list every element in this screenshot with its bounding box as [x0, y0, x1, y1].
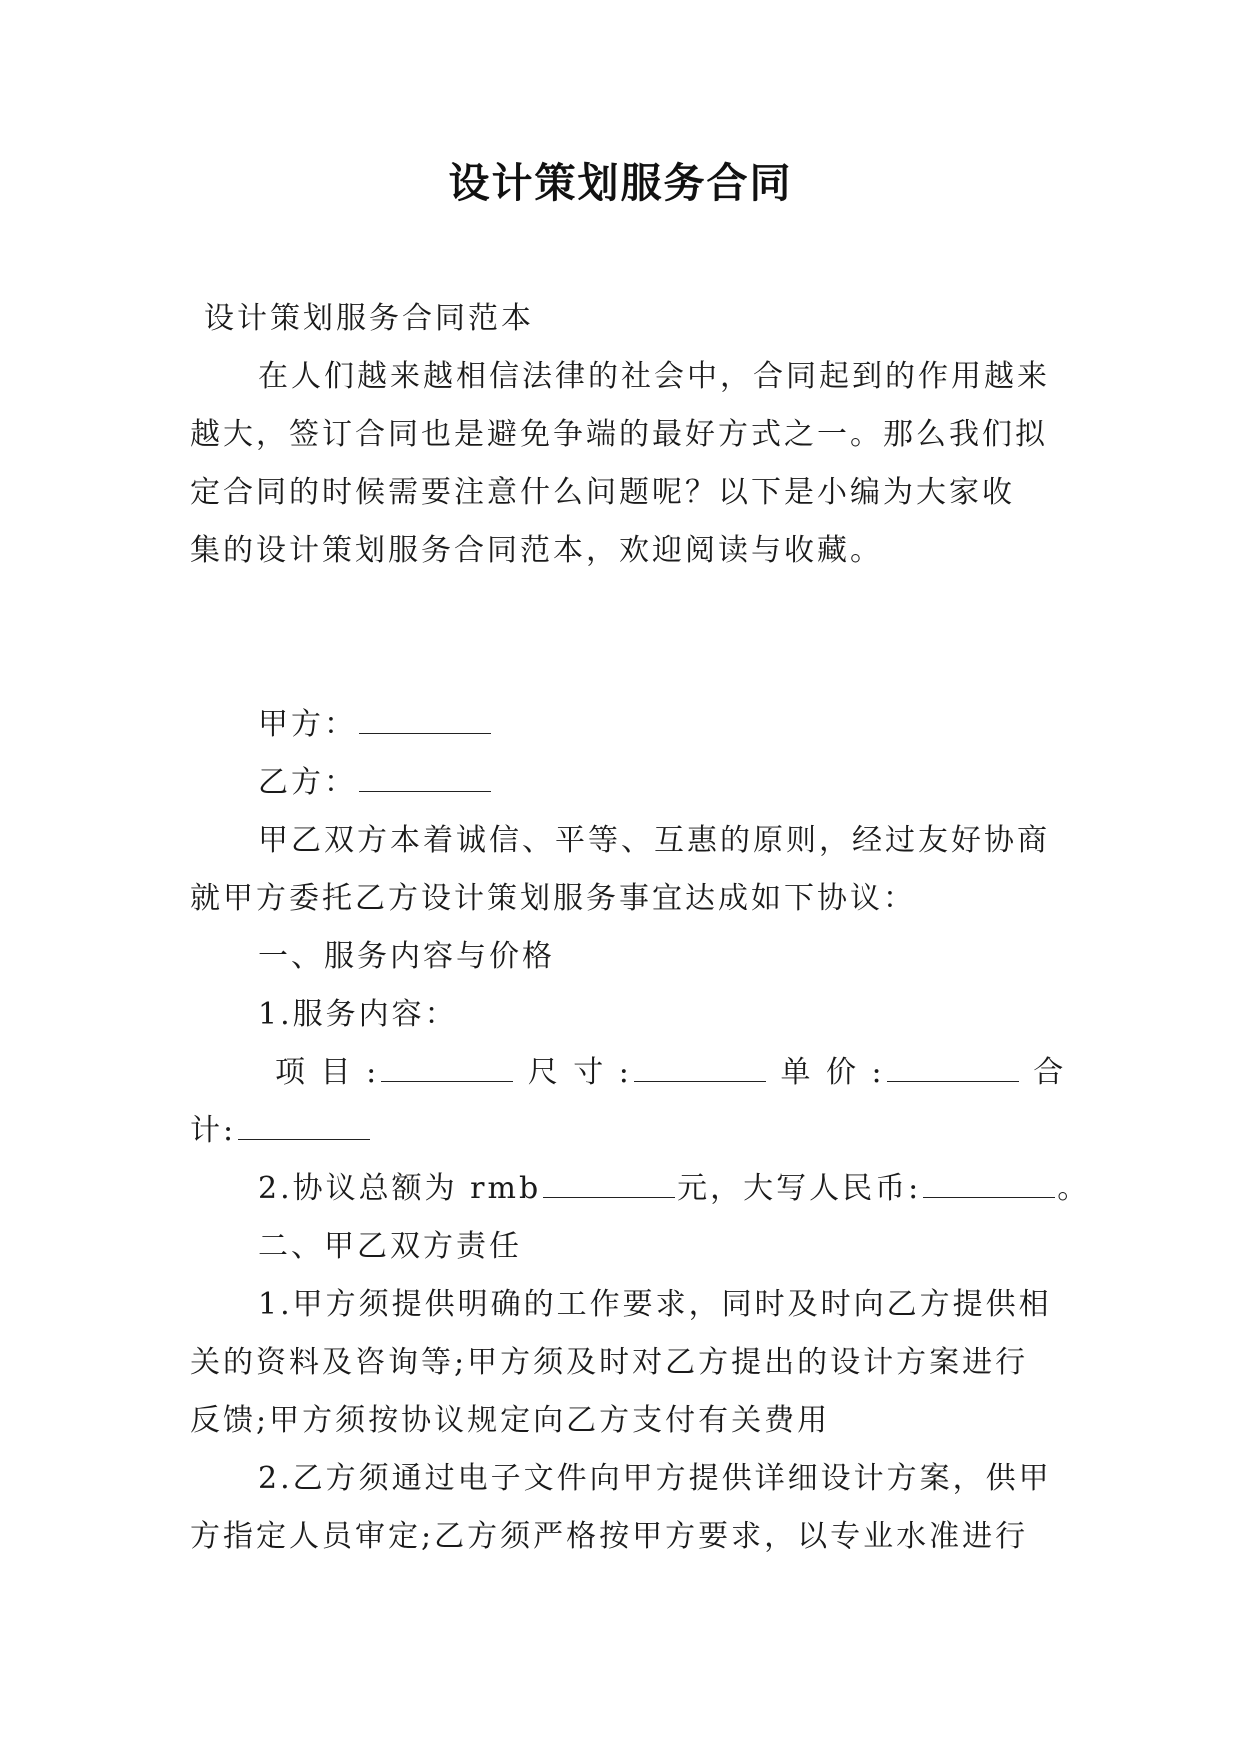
- spacer: [190, 580, 1050, 696]
- intro-line-1: 在人们越来越相信法律的社会中，合同起到的作用越来: [258, 359, 1050, 394]
- total-line: [190, 1102, 1050, 1160]
- total-label-part1: 合: [1033, 1055, 1067, 1090]
- duty1-line-3: 反馈;甲方须按协议规定向乙方支付有关费用: [190, 1403, 831, 1438]
- intro-line-4: 集的设计策划服务合同范本，欢迎阅读与收藏。: [190, 533, 883, 568]
- intro-line-2: 越大，签订合同也是避免争端的最好方式之一。那么我们拟: [190, 417, 1048, 452]
- amount-blank[interactable]: [543, 1173, 675, 1198]
- total-label-part2: 计:: [190, 1113, 237, 1148]
- document-title: 设计策划服务合同: [448, 159, 793, 207]
- party-b-label: 乙方：: [258, 765, 357, 800]
- item-fields-line: [190, 1044, 1067, 1102]
- document-subtitle: 设计策划服务合同范本: [204, 301, 534, 336]
- party-a-label: 甲方：: [258, 707, 357, 742]
- project-label: 项 目 :: [275, 1055, 380, 1090]
- agreement-line-2: 就甲方委托乙方设计策划服务事宜达成如下协议：: [190, 881, 916, 916]
- size-label: 尺 寸 :: [527, 1055, 632, 1090]
- party-b-blank[interactable]: [359, 767, 491, 792]
- item2-line: [190, 1160, 1091, 1218]
- item1-label: 1.服务内容：: [258, 997, 458, 1032]
- duty1-line-1: 1.甲方须提供明确的工作要求，同时及时向乙方提供相: [258, 1287, 1052, 1322]
- project-blank[interactable]: [381, 1057, 513, 1082]
- section2-heading: 二、甲乙双方责任: [258, 1229, 522, 1264]
- party-a-line: [190, 696, 1050, 754]
- amount-rmb-blank[interactable]: [923, 1173, 1055, 1198]
- section1-heading: 一、服务内容与价格: [258, 939, 555, 974]
- duty2-line-1: 2.乙方须通过电子文件向甲方提供详细设计方案，供甲: [258, 1461, 1052, 1496]
- item2-suffix: 。: [1057, 1171, 1091, 1206]
- duty2-line-2: 方指定人员审定;乙方须严格按甲方要求，以专业水准进行: [190, 1519, 1029, 1554]
- party-b-line: [190, 754, 1050, 812]
- size-blank[interactable]: [634, 1057, 766, 1082]
- agreement-line-1: 甲乙双方本着诚信、平等、互惠的原则，经过友好协商: [258, 823, 1050, 858]
- duty1-line-2: 关的资料及咨询等;甲方须及时对乙方提出的设计方案进行: [190, 1345, 1029, 1380]
- intro-line-3: 定合同的时候需要注意什么问题呢？以下是小编为大家收: [190, 475, 1015, 510]
- item2-prefix: 2.协议总额为 rmb: [258, 1171, 542, 1206]
- unit-price-blank[interactable]: [887, 1057, 1019, 1082]
- document-body: [190, 290, 1091, 1566]
- unit-price-label: 单 价 :: [780, 1055, 885, 1090]
- total-blank[interactable]: [238, 1115, 370, 1140]
- item2-middle: 元，大写人民币:: [677, 1171, 922, 1206]
- party-a-blank[interactable]: [359, 709, 491, 734]
